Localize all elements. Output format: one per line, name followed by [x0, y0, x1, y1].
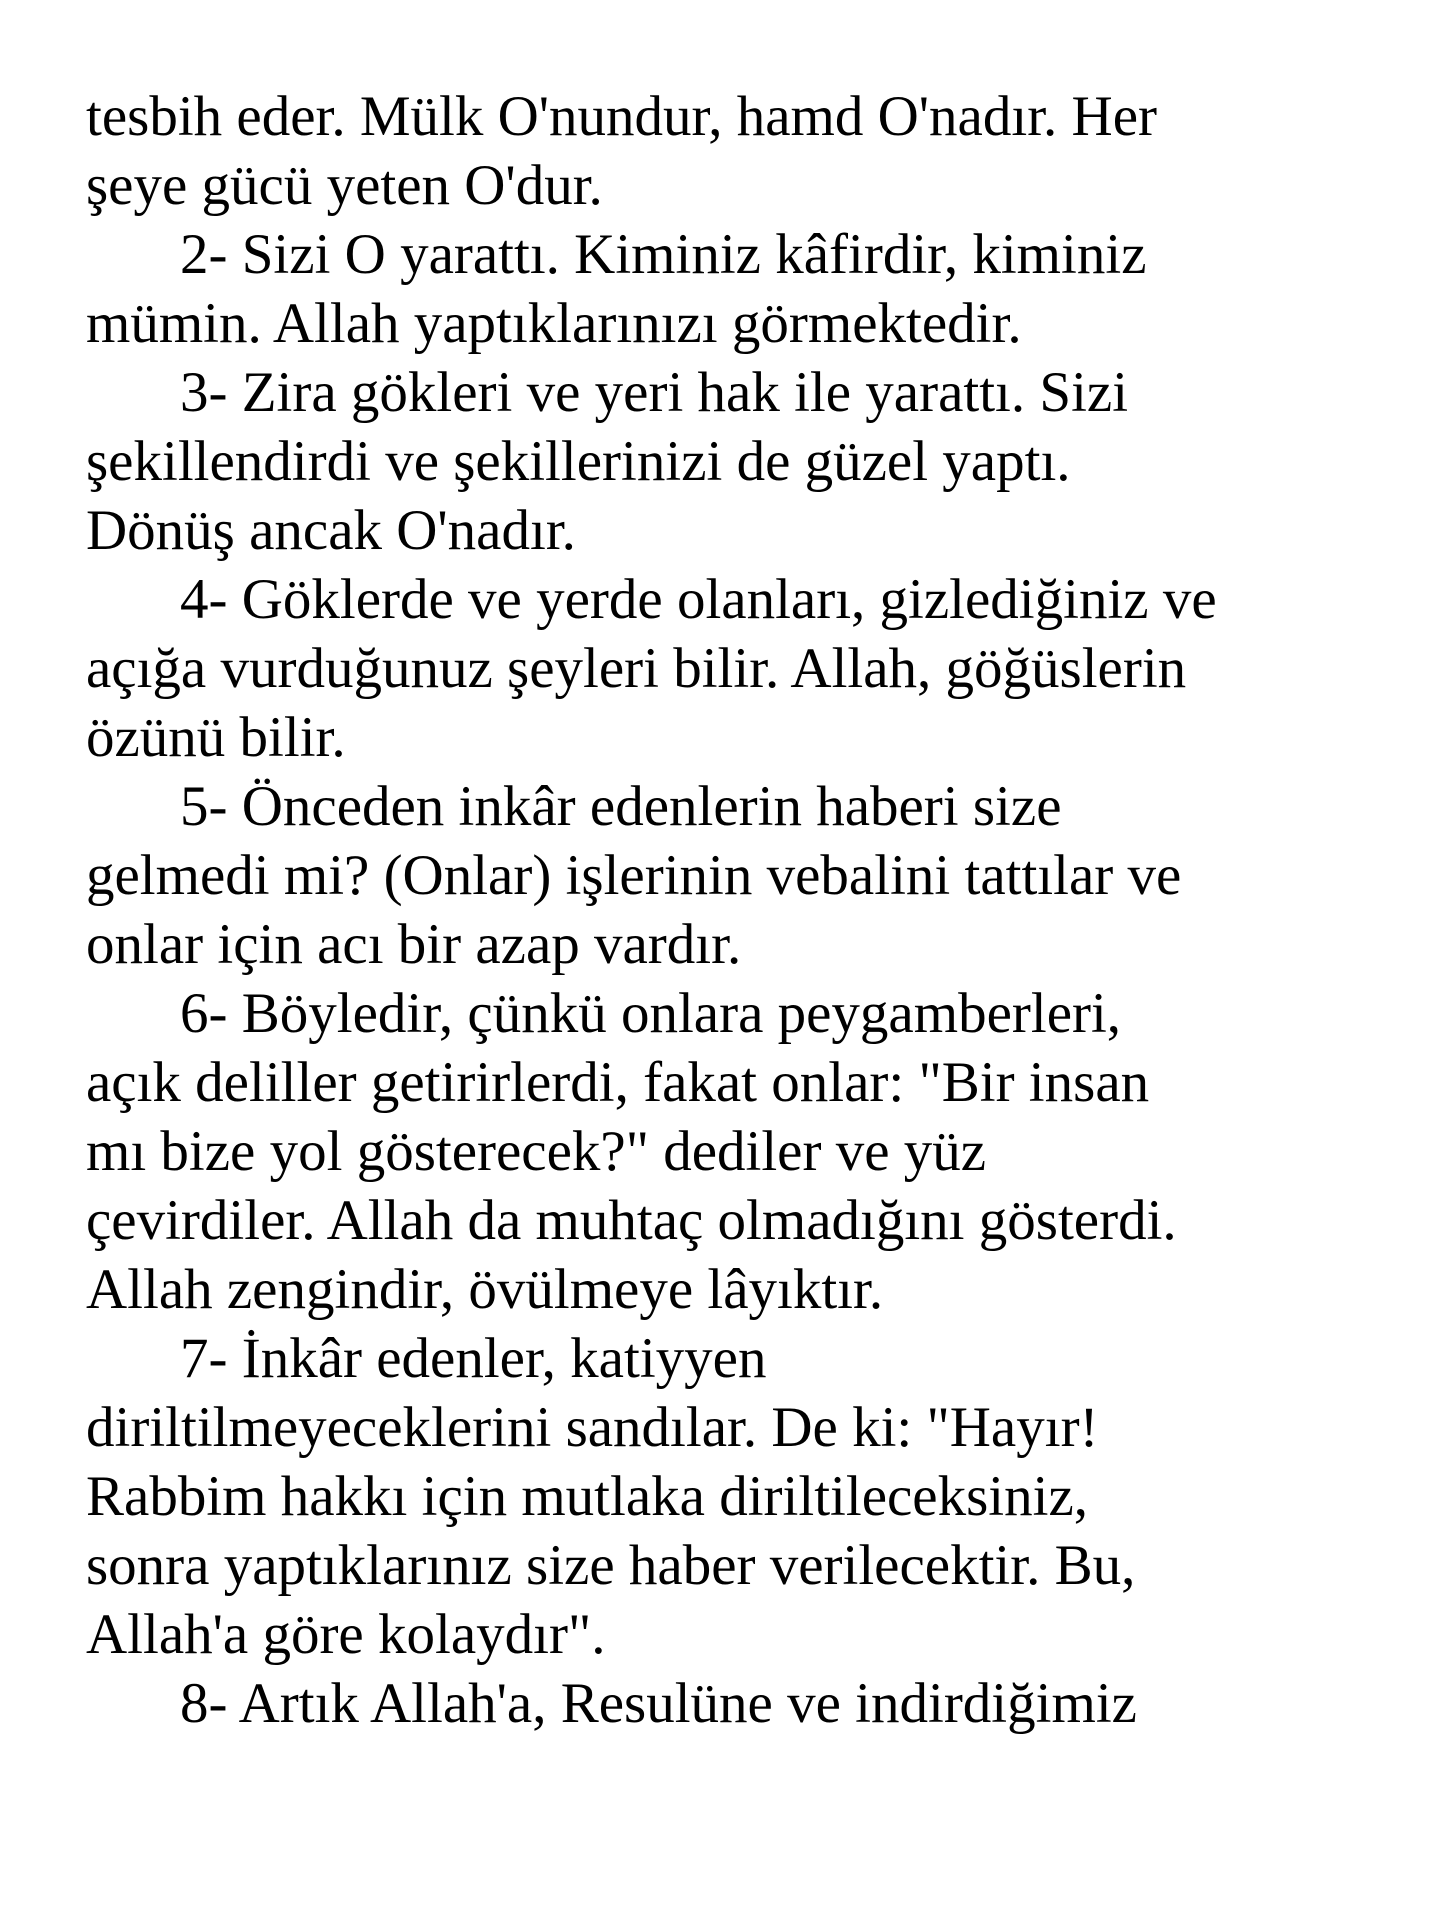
document-page — [86, 82, 1406, 1738]
verse-8 — [86, 1669, 1406, 1738]
verse-2 — [86, 220, 1406, 358]
text-line: Allah'a göre kolaydır". — [86, 1603, 606, 1666]
text-line: Dönüş ancak O'nadır. — [86, 499, 576, 562]
text-line: şeye gücü yeten O'dur. — [86, 154, 603, 217]
text-line: Allah zengindir, övülmeye lâyıktır. — [86, 1258, 884, 1321]
text-line: mı bize yol gösterecek?" dediler ve yüz — [86, 1120, 987, 1183]
text-line: 5- Önceden inkâr edenlerin haberi size — [180, 775, 1062, 838]
text-line: mümin. Allah yaptıklarınızı görmektedir. — [86, 292, 1022, 355]
text-line: 4- Göklerde ve yerde olanları, gizlediğiniz ve — [180, 568, 1217, 631]
verse-4 — [86, 565, 1406, 772]
paragraph-continuation — [86, 82, 1406, 220]
text-line: diriltilmeyeceklerini sandılar. De ki: "Hayır! — [86, 1396, 1099, 1459]
text-line: 6- Böyledir, çünkü onlara peygamberleri, — [180, 982, 1122, 1045]
text-line: sonra yaptıklarınız size haber verilecektir. Bu, — [86, 1534, 1136, 1597]
verse-6 — [86, 979, 1406, 1324]
verse-7 — [86, 1324, 1406, 1669]
text-line: açığa vurduğunuz şeyleri bilir. Allah, göğüslerin — [86, 637, 1187, 700]
text-line: 3- Zira gökleri ve yeri hak ile yarattı. Sizi — [180, 361, 1129, 424]
text-line: özünü bilir. — [86, 706, 346, 769]
text-line: onlar için acı bir azap vardır. — [86, 913, 742, 976]
verse-5 — [86, 772, 1406, 979]
text-line: tesbih eder. Mülk O'nundur, hamd O'nadır. Her — [86, 85, 1157, 148]
text-line: 7- İnkâr edenler, katiyyen — [180, 1327, 767, 1390]
text-line: Rabbim hakkı için mutlaka diriltileceksiniz, — [86, 1465, 1089, 1528]
verse-3 — [86, 358, 1406, 565]
text-line: şekillendirdi ve şekillerinizi de güzel yaptı. — [86, 430, 1071, 493]
text-line: açık deliller getirirlerdi, fakat onlar: "Bir insan — [86, 1051, 1150, 1114]
text-line: 8- Artık Allah'a, Resulüne ve indirdiğimiz — [180, 1672, 1137, 1735]
text-line: 2- Sizi O yarattı. Kiminiz kâfirdir, kiminiz — [180, 223, 1147, 286]
text-line: çevirdiler. Allah da muhtaç olmadığını gösterdi. — [86, 1189, 1177, 1252]
text-line: gelmedi mi? (Onlar) işlerinin vebalini tattılar ve — [86, 844, 1182, 907]
